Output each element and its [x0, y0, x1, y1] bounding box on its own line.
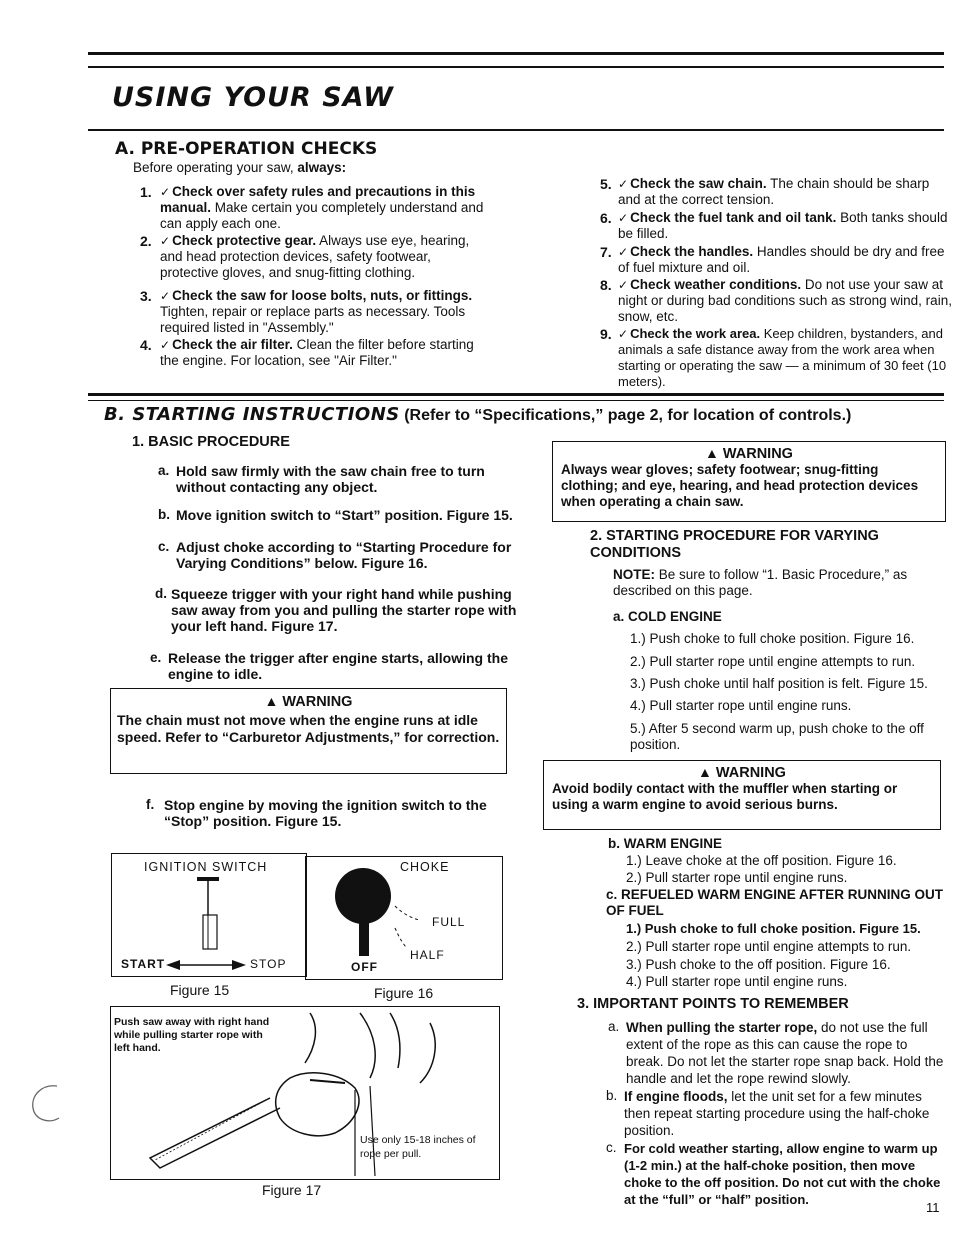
check-item-number: 6. [600, 210, 612, 226]
check-item: ✓ Check protective gear. Always use eye, hearing, and head protection devices, safety footwear, protective gloves, and snug-fitting clothing. [160, 233, 490, 281]
figure-15-label: IGNITION SWITCH [144, 860, 268, 874]
top-rule-thick [88, 52, 944, 55]
important-heading: 3. IMPORTANT POINTS TO REMEMBER [577, 996, 849, 1012]
cold-step: 1.) Push choke to full choke position. Figure 16. [630, 631, 915, 646]
basic-step: Release the trigger after engine starts, allowing the engine to idle. [168, 650, 508, 682]
start-label: START [121, 957, 166, 971]
warning-box-chain-idle [110, 688, 507, 774]
important-letter: a. [608, 1019, 620, 1034]
figure-17-callout: Use only 15-18 inches of rope per pull. [360, 1134, 476, 1160]
section-b-rule-thick [88, 393, 944, 396]
section-b-rule-thin [88, 400, 944, 401]
refueled-step: 3.) Push choke to the off position. Figure 16. [626, 957, 891, 972]
check-item-number: 5. [600, 176, 612, 192]
important-item: If engine floods, let the unit set for a few minutes then repeat starting procedure using the half-choke position. [624, 1089, 930, 1138]
warning-triangle-icon: ▲ [705, 445, 719, 461]
warning-box-muffler [543, 760, 941, 830]
basic-step: Move ignition switch to “Start” position. Figure 15. [176, 507, 513, 523]
stop-label: STOP [250, 957, 287, 971]
section-a-heading: A. PRE-OPERATION CHECKS [115, 139, 378, 159]
basic-step-letter: e. [150, 650, 162, 665]
check-item: ✓ Check the handles. Handles should be dry and free of fuel mixture and oil. [618, 244, 952, 276]
basic-step-letter: a. [158, 463, 170, 478]
check-item-number: 4. [140, 337, 152, 353]
cold-step: 2.) Pull starter rope until engine attempts to run. [630, 654, 916, 669]
check-item-number: 2. [140, 233, 152, 249]
basic-step: Stop engine by moving the ignition switch to the “Stop” position. Figure 15. [164, 797, 487, 829]
section-a-rule [88, 129, 944, 131]
warning-title: ▲ WARNING [264, 693, 353, 710]
punch-hole-icon [27, 1080, 69, 1126]
cold-step: 4.) Pull starter rope until engine runs. [630, 698, 852, 713]
varying-note: NOTE: Be sure to follow “1. Basic Procedure,” as described on this page. [613, 567, 908, 598]
varying-heading: 2. STARTING PROCEDURE FOR VARYING CONDITIONS [590, 528, 879, 561]
warning-box-protective-gear [552, 441, 946, 522]
basic-step: Squeeze trigger with your right hand while pushing saw away from you and pulling the starter rope with your left hand. Figure 17. [171, 586, 517, 634]
basic-step-letter: f. [146, 797, 155, 812]
refueled-step: 4.) Pull starter rope until engine runs. [626, 974, 848, 989]
cold-engine-heading: a. COLD ENGINE [613, 609, 722, 624]
warm-engine-heading: b. WARM ENGINE [608, 836, 722, 851]
check-item: ✓ Check the saw for loose bolts, nuts, or fittings. Tighten, repair or replace parts as necessary. Tools required listed in "Assembly." [160, 288, 492, 336]
check-item: ✓ Check weather conditions. Do not use your saw at night or during bad conditions such as strong wind, rain, snow, etc. [618, 277, 952, 325]
warning-title: ▲ WARNING [698, 764, 786, 781]
refueled-step: 2.) Pull starter rope until engine attempts to run. [626, 939, 912, 954]
warning-triangle-icon: ▲ [264, 693, 279, 709]
choke-full-label: FULL [432, 915, 466, 929]
check-item-number: 8. [600, 277, 612, 293]
warning-title: ▲ WARNING [705, 445, 793, 462]
check-item: ✓ Check the work area. Keep children, bystanders, and animals a safe distance away from the work area when starting or operating the saw — a minimum of 30 feet (10 meters). [618, 326, 948, 390]
check-item: ✓ Check the air filter. Clean the filter before starting the engine. For location, see "Air Filter." [160, 337, 490, 369]
basic-step: Hold saw firmly with the saw chain free to turn without contacting any object. [176, 463, 485, 495]
basic-step: Adjust choke according to “Starting Procedure for Varying Conditions” below. Figure 16. [176, 539, 512, 571]
cold-step: 3.) Push choke until half position is felt. Figure 15. [630, 676, 928, 691]
ignition-switch-illustration [175, 875, 245, 955]
check-item: ✓ Check the saw chain. The chain should be sharp and at the correct tension. [618, 176, 952, 208]
check-item-number: 9. [600, 326, 612, 342]
basic-step-letter: d. [155, 586, 167, 601]
important-letter: c. [606, 1140, 617, 1155]
figure-17-note: Push saw away with right hand while pulling starter rope with left hand. [114, 1016, 270, 1054]
warning-text: Avoid bodily contact with the muffler when starting or using a warm engine to avoid serious burns. [552, 781, 898, 812]
check-item-number: 1. [140, 184, 152, 200]
start-stop-arrow-icon [166, 960, 246, 970]
section-b-heading: B. STARTING INSTRUCTIONS (Refer to “Specifications,” page 2, for location of controls.) [104, 404, 852, 425]
check-item-number: 3. [140, 288, 152, 304]
warning-text: The chain must not move when the engine runs at idle speed. Refer to “Carburetor Adjustments,” for correction. [117, 712, 500, 745]
page-number: 11 [926, 1200, 940, 1215]
check-item: ✓ Check over safety rules and precautions in this manual. Make certain you completely understand and can apply each one. [160, 184, 492, 232]
refueled-step: 1.) Push choke to full choke position. Figure 15. [626, 921, 921, 936]
warm-step: 2.) Pull starter rope until engine runs. [626, 870, 848, 885]
figure-16-caption: Figure 16 [374, 985, 434, 1001]
check-item-number: 7. [600, 244, 612, 260]
important-letter: b. [606, 1088, 618, 1103]
section-a-intro: Before operating your saw, always: [133, 160, 347, 175]
basic-step-letter: b. [158, 507, 170, 522]
check-item: ✓ Check the fuel tank and oil tank. Both tanks should be filled. [618, 210, 952, 242]
important-item: When pulling the starter rope, do not use the full extent of the rope as this can cause the rope to break. Do not let the starter rope snap back. Hold the handle and let the rope rewind slowly. [626, 1020, 944, 1086]
basic-step-letter: c. [158, 539, 170, 554]
top-rule-thin [88, 66, 944, 68]
important-item: For cold weather starting, allow engine to warm up (1-2 min.) at the half-choke position, then move choke to the off position. Do not cut with the choke at the “full” or “half” position. [624, 1141, 941, 1207]
cold-step: 5.) After 5 second warm up, push choke to the off position. [630, 721, 924, 752]
warm-step: 1.) Leave choke at the off position. Figure 16. [626, 853, 897, 868]
figure-15-caption: Figure 15 [170, 982, 230, 998]
figure-17-caption: Figure 17 [262, 1182, 322, 1198]
warning-triangle-icon: ▲ [698, 764, 712, 780]
warning-text: Always wear gloves; safety footwear; snug-fitting clothing; and eye, hearing, and head protection devices when operating a chain saw. [561, 462, 919, 509]
choke-half-label: HALF [410, 948, 445, 962]
page-title: USING YOUR SAW [112, 82, 394, 113]
figure-16-label: CHOKE [400, 860, 450, 874]
basic-procedure-heading: 1. BASIC PROCEDURE [132, 434, 290, 450]
choke-off-label: OFF [351, 960, 378, 974]
refueled-heading: c. REFUELED WARM ENGINE AFTER RUNNING OUT OF FUEL [606, 887, 944, 918]
